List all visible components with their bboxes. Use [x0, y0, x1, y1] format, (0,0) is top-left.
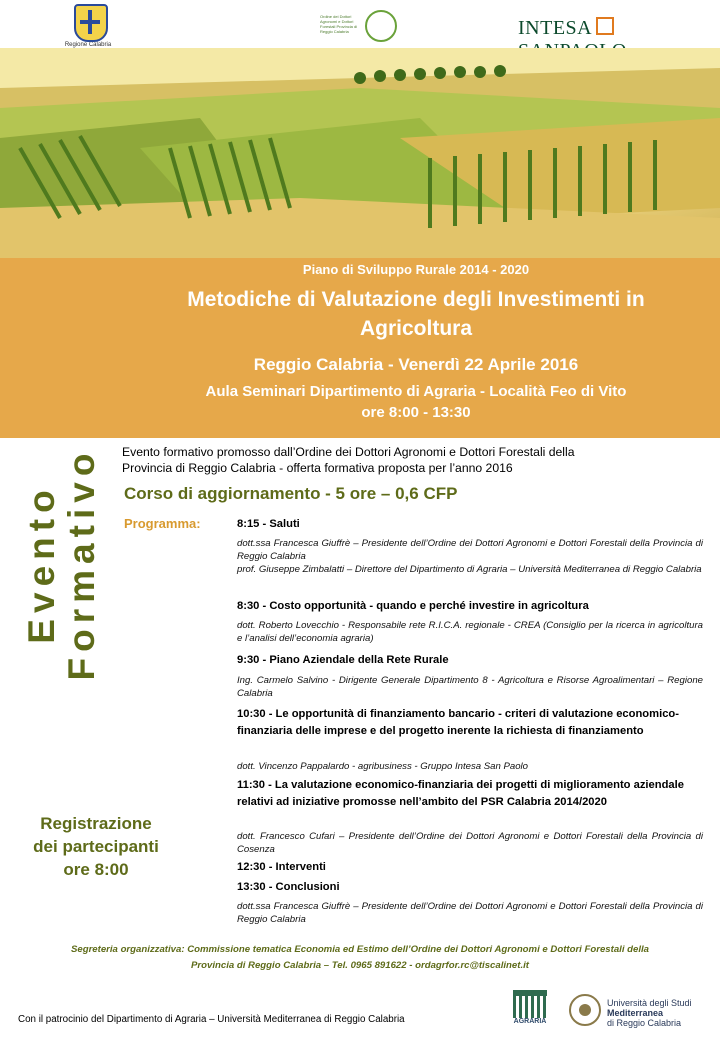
program-label: Programma: — [124, 516, 201, 531]
program-item-speakers: Ing. Carmelo Salvino - Dirigente Generale Dipartimento 8 - Agricoltura e Risorse Agroalimentari – Regione Calabria — [237, 675, 703, 699]
regione-crest-icon — [74, 4, 108, 42]
intesa-mark-icon — [596, 17, 614, 35]
intro-line1: Evento formativo promosso dall’Ordine dei Dottori Agronomi e Dottori Forestali della — [122, 445, 575, 459]
university-name-line1: Università degli Studi — [607, 998, 692, 1008]
secretariat-line1: Segreteria organizzativa: Commissione tematica Economia ed Estimo dell’Ordine dei Dottori Agronomi e Dottori Forestali della — [70, 944, 650, 955]
course-info: Corso di aggiornamento - 5 ore – 0,6 CFP — [124, 484, 458, 503]
vertical-label: Evento Formativo — [21, 447, 102, 681]
registration-note — [8, 812, 184, 881]
program-item-title: 8:30 - Costo opportunità - quando e perché investire in agricoltura — [237, 600, 589, 612]
landscape-fields-illustration — [0, 48, 720, 258]
agraria-department-logo — [510, 990, 550, 1036]
landscape-banner-image — [0, 48, 720, 258]
intro-line2: Provincia di Reggio Calabria - offerta formativa proposta per l’anno 2016 — [122, 461, 513, 475]
regione-calabria-logo — [64, 4, 112, 48]
agraria-logo-text: AGRARIA — [513, 1018, 547, 1025]
program-subtitle: Piano di Sviluppo Rurale 2014 - 2020 — [302, 262, 530, 277]
program-item-title: 13:30 - Conclusioni — [237, 881, 340, 893]
ordine-emblem-icon — [365, 10, 397, 42]
program-item-speakers: dott.ssa Francesca Giuffrè – Presidente dell’Ordine dei Dottori Agronomi e Dottori Forestali della Provincia di Reggio Calabria — [237, 538, 703, 562]
event-title — [112, 285, 720, 343]
program-item-speakers: dott.ssa Francesca Giuffrè – Presidente dell’Ordine dei Dottori Agronomi e Dottori Forestali della Provincia di Reggio Calabria — [237, 901, 703, 925]
intro-text — [122, 444, 702, 476]
ordine-logo-text: Ordine dei Dottori Agronomi e Dottori Forestali Provincia di Reggio Calabria — [320, 14, 358, 34]
event-place-date: Reggio Calabria - Venerdì 22 Aprile 2016 — [253, 355, 579, 374]
university-logo-text — [607, 998, 692, 1028]
building-icon — [513, 990, 547, 1018]
university-name-line2: Mediterranea — [607, 1008, 664, 1018]
program-item-speakers: dott. Vincenzo Pappalardo - agribusiness - Gruppo Intesa San Paolo — [237, 761, 529, 772]
event-venue-room: Aula Seminari Dipartimento di Agraria - Località Feo di Vito — [205, 383, 627, 400]
registration-line3: ore 8:00 — [63, 860, 129, 879]
university-seal-icon — [569, 994, 601, 1026]
program-item-speakers: prof. Giuseppe Zimbalatti – Direttore del Dipartimento di Agraria – Università Mediterranea di Reggio Calabria — [237, 564, 702, 575]
organizing-secretariat — [0, 942, 720, 974]
university-logo — [569, 994, 719, 1030]
program-item-title: 10:30 - Le opportunità di finanziamento bancario - criteri di valutazione economico-finanziaria delle imprese e del progetto inerente la richiesta di finanziamento — [237, 708, 679, 737]
secretariat-line2: Provincia di Reggio Calabria – Tel. 0965 891622 - ordagrfor.rc@tiscalinet.it — [191, 960, 529, 971]
registration-line1: Registrazione — [40, 814, 152, 833]
registration-line2: dei partecipanti — [33, 837, 159, 856]
regione-logo-text: Regione Calabria — [64, 42, 112, 48]
program-item-title: 12:30 - Interventi — [237, 861, 326, 873]
program-item-title: 9:30 - Piano Aziendale della Rete Rurale — [237, 654, 449, 666]
program-item-title: 11:30 - La valutazione economico-finanziaria dei progetti di miglioramento aziendale relativi ad iniziative promosse nell’ambito del PSR Calabria 2014/2020 — [237, 779, 684, 808]
event-hours: ore 8:00 - 13:30 — [361, 404, 471, 421]
program-item-speakers: dott. Francesco Cufari – Presidente dell’Ordine dei Dottori Agronomi e Dottori Forestali della Provincia di Cosenza — [237, 831, 703, 855]
event-title-line2: Agricoltura — [359, 317, 472, 340]
program-item-speakers: dott. Roberto Lovecchio - Responsabile rete R.I.C.A. regionale - CREA (Consiglio per la ricerca in agricoltura e l’analisi dell’economia agraria) — [237, 620, 703, 644]
program-item-title: 8:15 - Saluti — [237, 518, 300, 530]
university-name-line3: di Reggio Calabria — [607, 1018, 682, 1028]
event-venue — [112, 381, 720, 423]
intesa-word: INTESA — [518, 17, 593, 39]
ordine-agronomi-logo — [320, 6, 395, 48]
patronage-note: Con il patrocinio del Dipartimento di Agraria – Università Mediterranea di Reggio Calabria — [18, 1014, 405, 1025]
event-title-line1: Metodiche di Valutazione degli Investimenti in — [187, 288, 645, 311]
